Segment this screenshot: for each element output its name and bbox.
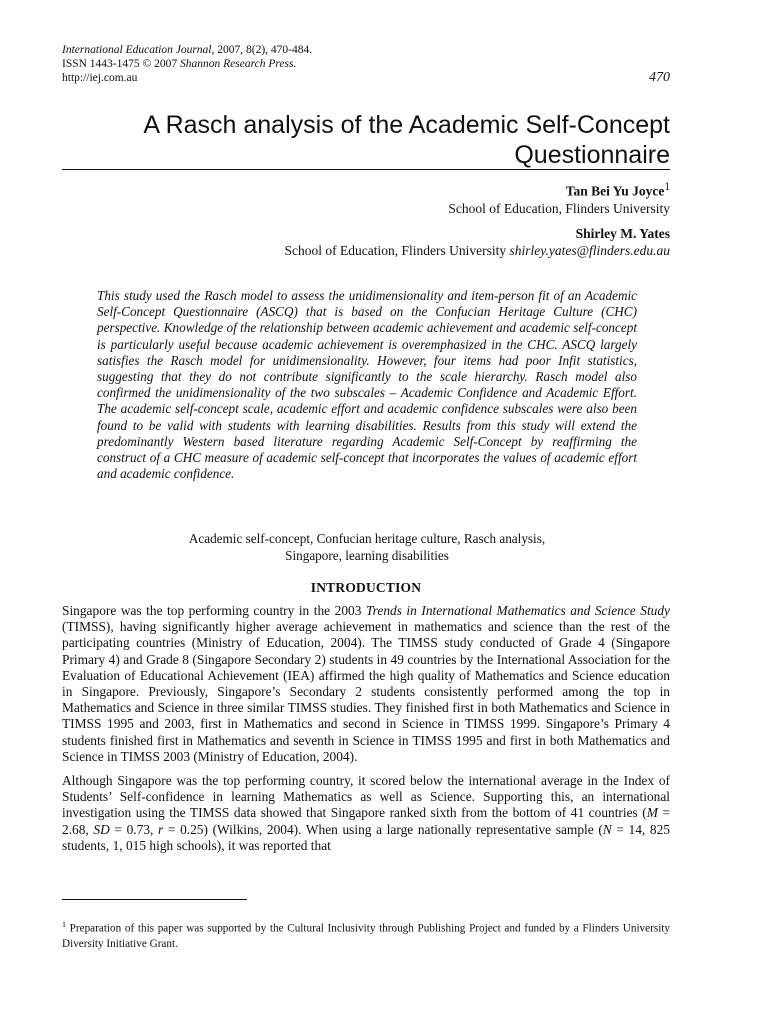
author1-affiliation: School of Education, Flinders University	[448, 200, 670, 216]
paragraph-1: Singapore was the top performing country in the 2003 Trends in International Mathematics and Science Study (TIMSS), having significantly higher average achievement in mathematics and science than the rest of the participating countries (Ministry of Education, 2004). The TIMSS study conducted of Grade 4 (Singapore Primary 4) and Grade 8 (Singapore Secondary 2) students in 49 countries by the International Association for the Evaluation of Educational Achievement (IEA) affirmed the high quality of Mathematics and Science education in Singapore. Previously, Singapore’s Secondary 2 students consistently performed among the top in Mathematics and Science in three similar TIMSS studies. They finished first in both Mathematics and Science in TIMSS 1995 and 2003, first in Mathematics and second in Science in TIMSS 1999. Singapore’s Primary 4 students finished first in Mathematics and seventh in Science in TIMSS 1995 and first in both Mathematics and Science in TIMSS 2003 (Ministry of Education, 2004).	[62, 603, 670, 764]
journal-header	[62, 43, 312, 85]
author2: Shirley M. Yates	[575, 225, 670, 241]
paragraph-2: Although Singapore was the top performing country, it scored below the international average in the Index of Students’ Self-confidence in learning Mathematics as well as Science. Supporting this, an international investigation using the TIMSS data showed that Singapore ranked sixth from the bottom of 41 countries (M = 2.68, SD = 0.73, r = 0.25) (Wilkins, 2004). When using a large nationally representative sample (N = 14, 825 students, 1, 015 high schools), it was reported that	[62, 773, 670, 853]
author-block	[62, 179, 670, 259]
footnote-mark: 1	[664, 181, 670, 193]
page-number: 470	[649, 70, 670, 85]
author2-affiliation: School of Education, Flinders University shirley.yates@flinders.edu.au	[284, 242, 670, 258]
issn-line: ISSN 1443-1475 © 2007 Shannon Research Press.	[62, 58, 297, 70]
paper-title: A Rasch analysis of the Academic Self-Concept Questionnaire	[143, 111, 670, 169]
abstract: This study used the Rasch model to assess the unidimensionality and item-person fit of an Academic Self-Concept Questionnaire (ASCQ) that is based on the Confucian Heritage Culture (CHC) perspective. Knowledge of the relationship between academic achievement and academic self-concept is particularly useful because academic achievement is overemphasized in the CHC. ASCQ largely satisfies the Rasch model for unidimensionality. However, four items had poor Infit statistics, suggesting that they do not contribute significantly to the scale hierarchy. Rasch model also confirmed the unidimensionality of the two subscales – Academic Confidence and Academic Effort. The academic self-concept scale, academic effort and academic confidence subscales were also been found to be valid with students with learning disabilities. Results from this study will extend the predominantly Western based literature regarding Academic Self-Concept by reaffirming the construct of a CHC measure of academic self-concept that incorporates the values of academic effort and academic confidence.	[97, 288, 637, 482]
journal-url[interactable]: http://iej.com.au	[62, 72, 138, 84]
title-divider	[62, 169, 670, 170]
journal-citation: International Education Journal, 2007, 8(2), 470-484.	[62, 44, 313, 56]
footnote: $^1$ Preparation of this paper was supported by the Cultural Inclusivity through Publishing Project and funded by a Flinders University Diversity Initiative Grant.	[62, 920, 670, 950]
body-text	[62, 603, 670, 862]
author1: Tan Bei Yu Joyce$^1$	[565, 181, 670, 199]
author2-email[interactable]: shirley.yates@flinders.edu.au	[509, 242, 670, 258]
footnote-divider	[62, 899, 247, 900]
keywords: Academic self-concept, Confucian heritage culture, Rasch analysis, Singapore, learning disabilities	[188, 531, 546, 563]
section-heading-introduction: INTRODUCTION	[310, 580, 422, 595]
